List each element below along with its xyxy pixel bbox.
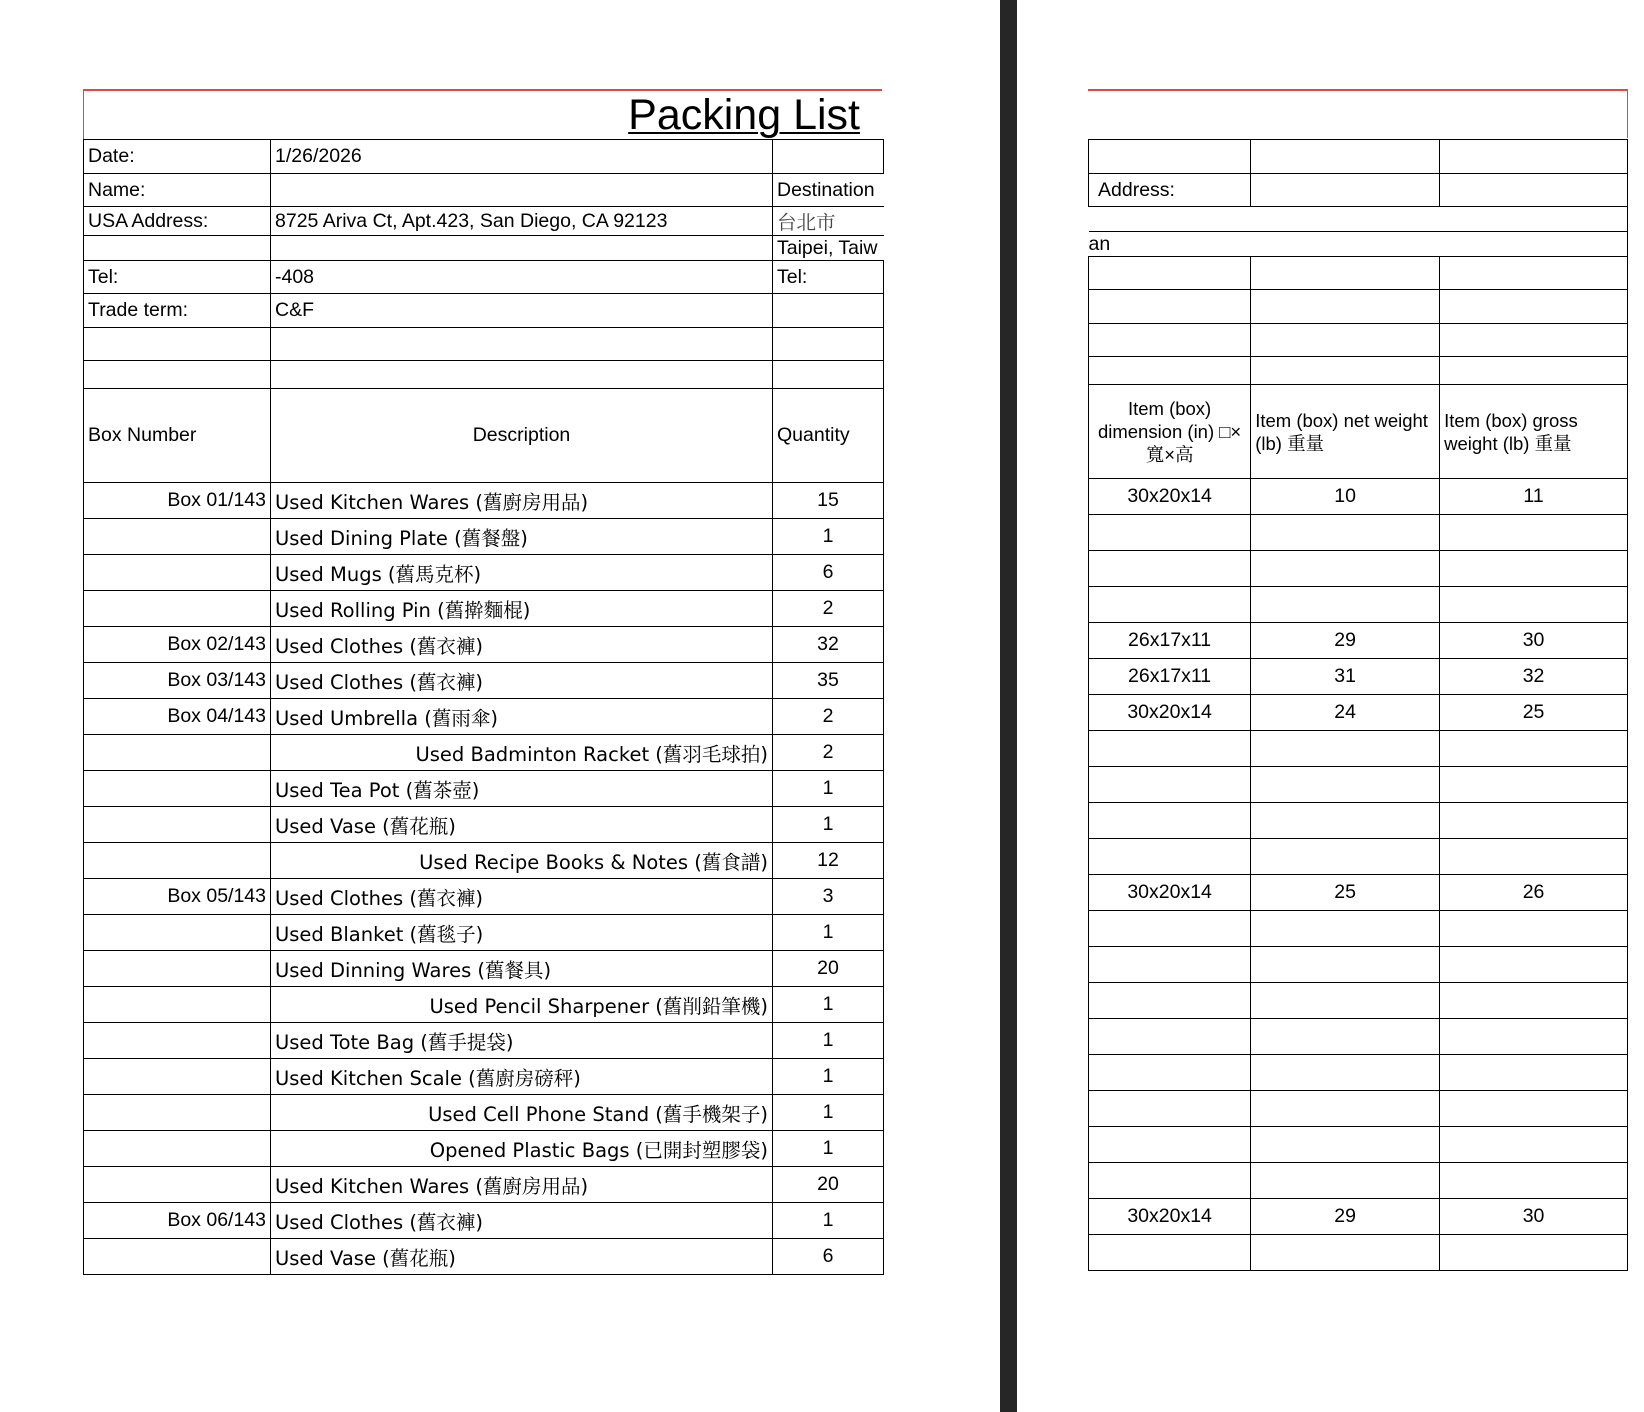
table-row [1089,947,1628,983]
table-row [84,699,884,735]
description-cell: Used Clothes (舊衣褲) [271,627,773,663]
box-number-cell: Box 04/143 [84,699,271,735]
gross-weight-cell [1440,1235,1628,1271]
dimension-cell [1089,731,1251,767]
table-row [1089,911,1628,947]
quantity-cell: 1 [773,771,884,807]
gross-weight-cell [1440,767,1628,803]
dest-tel-label: Tel: [773,261,884,294]
box-number-cell [84,951,271,987]
dimension-cell [1089,803,1251,839]
quantity-cell: 32 [773,627,884,663]
quantity-cell: 1 [773,1023,884,1059]
box-number-cell: Box 01/143 [84,483,271,519]
quantity-cell: 1 [773,1203,884,1239]
table-row [1089,479,1628,515]
gross-weight-cell [1440,731,1628,767]
quantity-cell: 3 [773,879,884,915]
box-number-cell [84,591,271,627]
gross-weight-cell [1440,983,1628,1019]
table-row [84,1203,884,1239]
dimension-cell [1089,551,1251,587]
description-cell: Used Kitchen Wares (舊廚房用品) [271,1167,773,1203]
box-number-header: Box Number [84,389,271,483]
description-cell: Used Cell Phone Stand (舊手機架子) [271,1095,773,1131]
dimension-cell [1089,1055,1251,1091]
description-cell: Used Kitchen Wares (舊廚房用品) [271,483,773,519]
table-row [84,1167,884,1203]
box-number-cell [84,735,271,771]
table-row [1089,515,1628,551]
table-row [84,1239,884,1275]
table-row [1089,587,1628,623]
table-row [1089,1163,1628,1199]
page-break-tick [83,89,84,141]
table-row [84,663,884,699]
tel-label: Tel: [84,261,271,294]
description-cell: Opened Plastic Bags (已開封塑膠袋) [271,1131,773,1167]
quantity-cell: 20 [773,951,884,987]
description-cell: Used Mugs (舊馬克杯) [271,555,773,591]
box-number-cell [84,1023,271,1059]
description-cell: Used Clothes (舊衣褲) [271,663,773,699]
box-number-cell [84,1059,271,1095]
description-cell: Used Dinning Wares (舊餐具) [271,951,773,987]
quantity-cell: 1 [773,1131,884,1167]
gross-weight-cell: 30 [1440,623,1628,659]
quantity-cell: 6 [773,1239,884,1275]
dimension-cell [1089,1235,1251,1271]
tel-value: -408 [271,261,773,294]
quantity-cell: 12 [773,843,884,879]
table-row [1089,875,1628,911]
quantity-cell: 1 [773,807,884,843]
net-weight-cell: 31 [1251,659,1440,695]
page-right [1017,0,1644,1412]
table-row [84,627,884,663]
name-value [271,174,773,207]
dimension-cell [1089,911,1251,947]
description-cell: Used Tote Bag (舊手提袋) [271,1023,773,1059]
dimension-cell: 30x20x14 [1089,875,1251,911]
description-cell: Used Dining Plate (舊餐盤) [271,519,773,555]
table-row [1089,1199,1628,1235]
description-cell: Used Pencil Sharpener (舊削鉛筆機) [271,987,773,1023]
dimension-header: Item (box) dimension (in) □×寬×高 [1089,385,1251,479]
description-header: Description [271,389,773,483]
net-weight-header: Item (box) net weight (lb) 重量 [1251,385,1440,479]
box-number-cell [84,807,271,843]
gross-weight-cell: 30 [1440,1199,1628,1235]
quantity-cell: 6 [773,555,884,591]
net-weight-cell: 25 [1251,875,1440,911]
net-weight-cell [1251,1235,1440,1271]
quantity-cell: 1 [773,519,884,555]
name-label: Name: [84,174,271,207]
gross-weight-cell: 32 [1440,659,1628,695]
net-weight-cell [1251,983,1440,1019]
net-weight-cell [1251,1127,1440,1163]
description-cell: Used Vase (舊花瓶) [271,807,773,843]
table-row [1089,839,1628,875]
gross-weight-cell [1440,515,1628,551]
description-cell: Used Recipe Books & Notes (舊食譜) [271,843,773,879]
usa-address-value: 8725 Ariva Ct, Apt.423, San Diego, CA 92123 [271,207,773,236]
dimension-cell: 26x17x11 [1089,623,1251,659]
description-cell: Used Clothes (舊衣褲) [271,1203,773,1239]
box-number-cell: Box 03/143 [84,663,271,699]
table-row [84,483,884,519]
table-row [84,591,884,627]
description-cell: Used Vase (舊花瓶) [271,1239,773,1275]
destination-label: Destination [773,174,884,207]
quantity-cell: 2 [773,735,884,771]
dest-address-label: Address: [1089,174,1251,207]
table-row [1089,551,1628,587]
dimension-cell: 30x20x14 [1089,479,1251,515]
table-row [84,1023,884,1059]
description-cell: Used Badminton Racket (舊羽毛球拍) [271,735,773,771]
quantity-cell: 15 [773,483,884,519]
table-row [84,915,884,951]
dimension-cell [1089,767,1251,803]
net-weight-cell [1251,1163,1440,1199]
table-row [84,843,884,879]
dimension-cell [1089,1091,1251,1127]
net-weight-cell [1251,587,1440,623]
destination-city-en: Taipei, Taiw [773,236,884,261]
gross-weight-cell [1440,551,1628,587]
table-row [84,951,884,987]
gross-weight-cell [1440,1019,1628,1055]
destination-city-zh: 台北市 [773,207,884,236]
net-weight-cell: 29 [1251,1199,1440,1235]
net-weight-cell [1251,947,1440,983]
quantity-cell: 1 [773,987,884,1023]
box-number-cell: Box 06/143 [84,1203,271,1239]
box-number-cell [84,555,271,591]
box-number-cell: Box 02/143 [84,627,271,663]
box-number-cell: Box 05/143 [84,879,271,915]
gross-weight-header: Item (box) gross weight (lb) 重量 [1440,385,1628,479]
gross-weight-cell [1440,1163,1628,1199]
dimension-cell [1089,1163,1251,1199]
net-weight-cell: 29 [1251,623,1440,659]
box-number-cell [84,771,271,807]
box-number-cell [84,1095,271,1131]
description-cell: Used Clothes (舊衣褲) [271,879,773,915]
gross-weight-cell [1440,803,1628,839]
dimension-cell [1089,983,1251,1019]
dimension-cell [1089,839,1251,875]
table-row [1089,1055,1628,1091]
gross-weight-cell [1440,587,1628,623]
table-row [84,735,884,771]
page-break-line-right [1088,89,1628,91]
trade-term-value: C&F [271,294,773,328]
net-weight-cell [1251,767,1440,803]
quantity-cell: 2 [773,591,884,627]
table-row [1089,1091,1628,1127]
table-row [84,1131,884,1167]
date-label: Date: [84,140,271,174]
quantity-cell: 20 [773,1167,884,1203]
destination-city-en-cont: an [1089,232,1628,257]
quantity-cell: 1 [773,1095,884,1131]
description-cell: Used Umbrella (舊雨傘) [271,699,773,735]
box-number-cell [84,987,271,1023]
table-row [1089,731,1628,767]
table-row [1089,659,1628,695]
table-row [84,519,884,555]
table-row [84,1095,884,1131]
gross-weight-cell [1440,1091,1628,1127]
gross-weight-cell [1440,1127,1628,1163]
net-weight-cell: 24 [1251,695,1440,731]
net-weight-cell [1251,911,1440,947]
quantity-cell: 1 [773,915,884,951]
table-row [1089,1127,1628,1163]
dimension-cell [1089,1127,1251,1163]
table-row [84,987,884,1023]
net-weight-cell [1251,551,1440,587]
table-row [84,771,884,807]
gross-weight-cell [1440,839,1628,875]
table-row [1089,623,1628,659]
dimension-cell: 26x17x11 [1089,659,1251,695]
table-row [84,1059,884,1095]
net-weight-cell: 10 [1251,479,1440,515]
box-number-cell [84,843,271,879]
usa-address-label: USA Address: [84,207,271,236]
description-cell: Used Kitchen Scale (舊廚房磅秤) [271,1059,773,1095]
gross-weight-cell [1440,911,1628,947]
net-weight-cell [1251,1019,1440,1055]
net-weight-cell [1251,1055,1440,1091]
page-break-tick-right [1627,89,1628,138]
description-cell: Used Rolling Pin (舊擀麵棍) [271,591,773,627]
packing-table-right [1088,139,1628,1271]
table-row [1089,803,1628,839]
quantity-cell: 35 [773,663,884,699]
table-row [1089,767,1628,803]
box-number-cell [84,1131,271,1167]
dimension-cell: 30x20x14 [1089,1199,1251,1235]
description-cell: Used Tea Pot (舊茶壺) [271,771,773,807]
table-row [84,879,884,915]
table-row [84,555,884,591]
net-weight-cell [1251,1091,1440,1127]
gross-weight-cell [1440,1055,1628,1091]
box-number-cell [84,1239,271,1275]
net-weight-cell [1251,803,1440,839]
box-number-cell [84,1167,271,1203]
net-weight-cell [1251,515,1440,551]
table-row [1089,983,1628,1019]
dimension-cell [1089,515,1251,551]
box-number-cell [84,519,271,555]
table-row [1089,1235,1628,1271]
dimension-cell: 30x20x14 [1089,695,1251,731]
trade-term-label: Trade term: [84,294,271,328]
description-cell: Used Blanket (舊毯子) [271,915,773,951]
page-title: Packing List [628,91,860,139]
page-divider [1000,0,1017,1412]
table-row [1089,695,1628,731]
gross-weight-cell: 25 [1440,695,1628,731]
gross-weight-cell: 11 [1440,479,1628,515]
quantity-header: Quantity [773,389,884,483]
table-row [84,807,884,843]
packing-table-left [83,139,884,1275]
net-weight-cell [1251,731,1440,767]
dimension-cell [1089,587,1251,623]
gross-weight-cell: 26 [1440,875,1628,911]
quantity-cell: 2 [773,699,884,735]
date-value: 1/26/2026 [271,140,773,174]
gross-weight-cell [1440,947,1628,983]
dimension-cell [1089,1019,1251,1055]
table-row [1089,1019,1628,1055]
dimension-cell [1089,947,1251,983]
box-number-cell [84,915,271,951]
quantity-cell: 1 [773,1059,884,1095]
net-weight-cell [1251,839,1440,875]
